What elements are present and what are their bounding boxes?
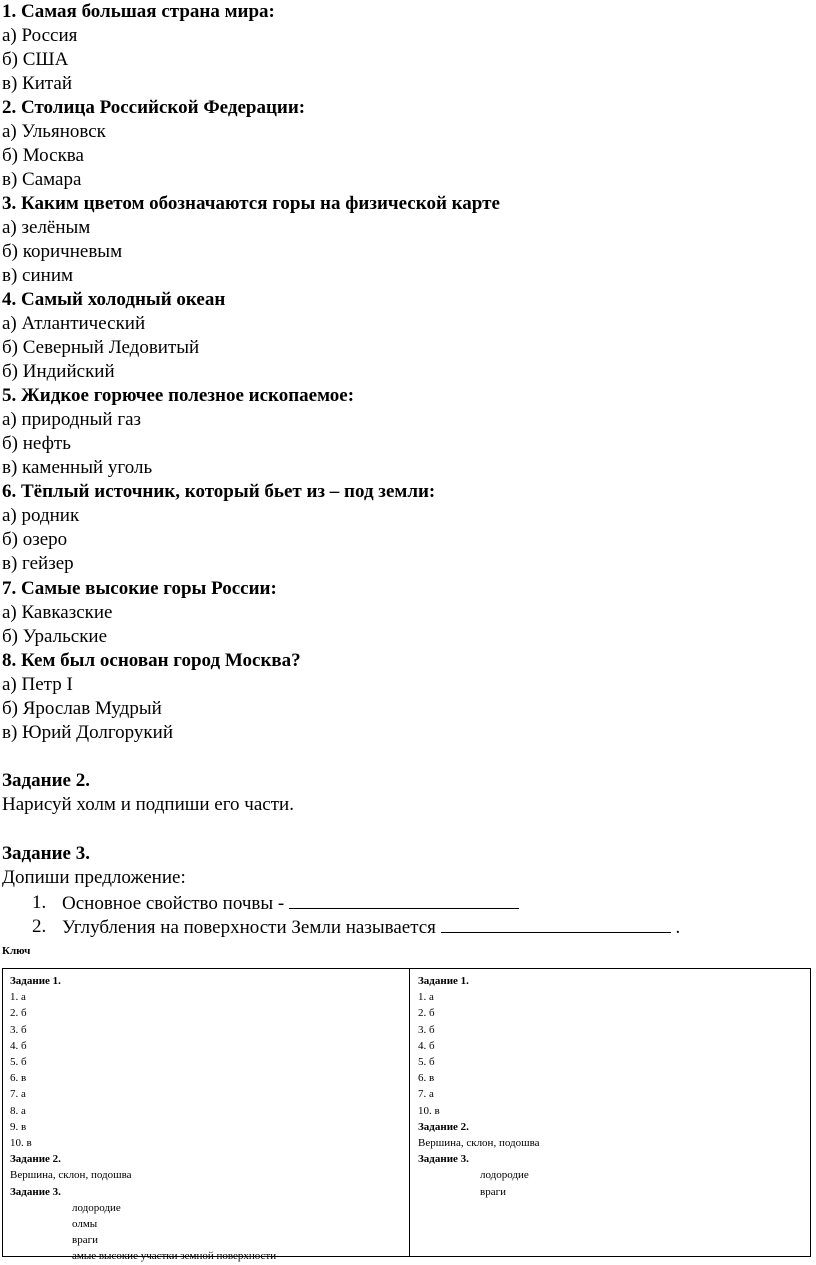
- key-heading: Задание 3.: [418, 1153, 469, 1166]
- answer-option: а) родник: [2, 505, 80, 526]
- column-divider: [409, 969, 410, 1256]
- key-heading: Задание 2.: [418, 1120, 469, 1133]
- key-answer: 10. в: [418, 1104, 440, 1117]
- question-6: 6. Тёплый источник, который бьет из – под земли:: [2, 481, 436, 502]
- question-1: 1. Самая большая страна мира:: [2, 1, 275, 22]
- answer-option: в) Китай: [2, 73, 73, 94]
- answer-option: в) Самара: [2, 169, 82, 190]
- answer-option: а) Кавказские: [2, 602, 113, 623]
- list-number: 1.: [32, 892, 47, 913]
- answer-option: а) Петр I: [2, 674, 73, 695]
- task-2-text: Нарисуй холм и подпиши его части.: [2, 794, 294, 815]
- answer-option: б) Северный Ледовитый: [2, 337, 200, 358]
- answer-option: в) синим: [2, 265, 74, 286]
- key-column-left: [10, 973, 276, 1265]
- key-answer: амые высокие участки земной поверхности: [72, 1250, 277, 1263]
- key-answer: лодородие: [480, 1169, 529, 1182]
- key-answer: 1. а: [418, 991, 434, 1004]
- key-answer: Вершина, склон, подошва: [10, 1169, 132, 1182]
- answer-key-table: [2, 968, 811, 1263]
- answer-option: б) нефть: [2, 433, 71, 454]
- answer-option: а) Россия: [2, 25, 78, 46]
- key-answer: 5. б: [10, 1056, 27, 1069]
- key-title: Ключ: [2, 945, 31, 957]
- answer-option: а) Ульяновск: [2, 121, 106, 142]
- key-answer: 2. б: [418, 1007, 435, 1020]
- key-column-right: [418, 973, 540, 1200]
- key-heading: Задание 1.: [418, 975, 469, 987]
- key-answer: враги: [480, 1185, 506, 1198]
- question-4: 4. Самый холодный океан: [2, 289, 226, 310]
- key-answer: 5. б: [418, 1056, 435, 1069]
- key-answer: лодородие: [72, 1201, 121, 1214]
- answer-option: б) коричневым: [2, 241, 123, 262]
- fill-in-item-2: Углубления на поверхности Земли называется .: [62, 917, 681, 938]
- answer-blank[interactable]: [289, 891, 519, 909]
- answer-option: в) Юрий Долгорукий: [2, 722, 173, 743]
- answer-option: б) Индийский: [2, 361, 115, 382]
- answer-option: б) США: [2, 49, 69, 70]
- key-answer: 7. а: [418, 1088, 434, 1101]
- question-8: 8. Кем был основан город Москва?: [2, 650, 301, 671]
- key-answer: 6. в: [418, 1072, 435, 1085]
- key-answer: 4. б: [10, 1039, 27, 1052]
- key-answer: 9. в: [10, 1120, 27, 1133]
- key-answer: враги: [72, 1234, 98, 1247]
- answer-blank[interactable]: [441, 915, 671, 933]
- answer-option: а) природный газ: [2, 409, 142, 430]
- question-7: 7. Самые высокие горы России:: [2, 578, 277, 599]
- key-answer: олмы: [72, 1218, 98, 1231]
- key-answer: 4. б: [418, 1039, 435, 1052]
- key-answer: 7. а: [10, 1088, 26, 1101]
- key-answer: 8. а: [10, 1104, 26, 1117]
- answer-option: б) Уральские: [2, 626, 108, 647]
- answer-option: в) гейзер: [2, 553, 74, 574]
- key-answer: 3. б: [418, 1023, 435, 1036]
- key-heading: Задание 1.: [10, 975, 61, 987]
- key-answer: 3. б: [10, 1023, 27, 1036]
- fill-in-prompt: Углубления на поверхности Земли называется: [62, 917, 441, 938]
- key-heading: Задание 3.: [10, 1185, 61, 1198]
- key-answer: Вершина, склон, подошва: [418, 1137, 540, 1150]
- answer-option: б) озеро: [2, 529, 68, 550]
- key-heading: Задание 2.: [10, 1153, 61, 1166]
- task-2-title: Задание 2.: [2, 770, 90, 791]
- question-3: 3. Каким цветом обозначаются горы на физической карте: [2, 193, 500, 214]
- answer-option: б) Ярослав Мудрый: [2, 698, 162, 719]
- key-answer: 2. б: [10, 1007, 27, 1020]
- question-2: 2. Столица Российской Федерации:: [2, 97, 306, 118]
- list-number: 2.: [32, 916, 47, 937]
- task-3-title: Задание 3.: [2, 843, 90, 864]
- key-answer: 1. а: [10, 991, 26, 1004]
- key-answer: 6. в: [10, 1072, 27, 1085]
- task-3-text: Допиши предложение:: [2, 867, 186, 888]
- question-5: 5. Жидкое горючее полезное ископаемое:: [2, 385, 355, 406]
- key-answer: 10. в: [10, 1137, 32, 1150]
- answer-option: а) зелёным: [2, 217, 91, 238]
- answer-option: б) Москва: [2, 145, 84, 166]
- fill-in-item-1: [62, 891, 519, 916]
- fill-in-prompt: Основное свойство почвы -: [62, 893, 289, 914]
- answer-option: в) каменный уголь: [2, 457, 153, 478]
- answer-option: а) Атлантический: [2, 313, 146, 334]
